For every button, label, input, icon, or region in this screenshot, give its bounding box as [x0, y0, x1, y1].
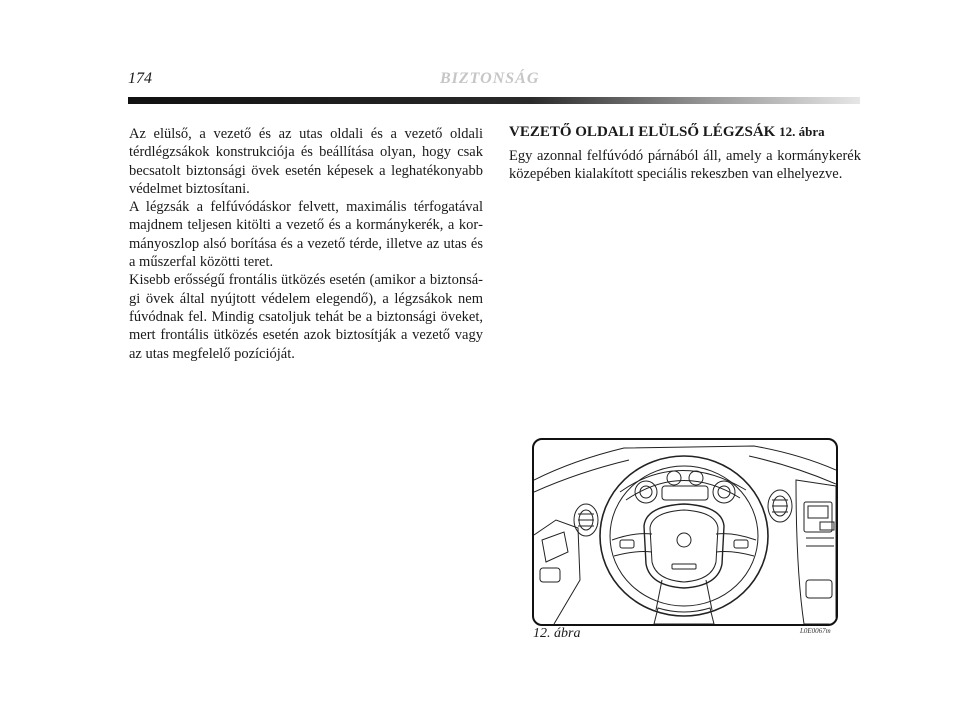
- section-title-text: VEZETŐ OLDALI ELÜLSŐ LÉGZSÁK: [509, 124, 776, 140]
- figure-caption: 12. ábra: [533, 626, 581, 641]
- section-figure-ref: 12. ábra: [779, 124, 825, 139]
- right-column: [509, 123, 861, 184]
- figure-code: L0E0067m: [800, 627, 831, 635]
- page-number: 174: [128, 70, 152, 87]
- paragraph: Az elülső, a vezető és az utas oldali és a vezető oldali térdlégzsákok konstrukciója és beállítása olyan, hogy csak becsatolt biztonsági övek esetén képesek a leghatékonyabb védelmet biztosítani.: [129, 126, 483, 197]
- header-rule: [128, 97, 860, 104]
- section-body: Egy azonnal felfúvódó párnából áll, amely a kormánykerék közepében kialakított speciális rekeszben van elhelyezve.: [509, 148, 861, 183]
- section-title: [509, 123, 861, 141]
- figure: [532, 438, 838, 626]
- left-column: [129, 125, 483, 363]
- paragraph: A légzsák a felfúvódáskor felvett, maximális térfogatával majdnem teljesen kitölti a vezető és a kormánykerék, a kormányoszlop alsó borítása és a vezető térde, illetve az utas és a műszerfal közötti teret.: [129, 199, 483, 271]
- steering-wheel-airbag-illustration: [534, 440, 836, 624]
- running-head: BIZTONSÁG: [440, 70, 540, 87]
- paragraph: Kisebb erősségű frontális ütközés esetén (amikor a biztonsági övek által nyújtott védelem elegendő), a légzsákok nem fúvódnak fel. Mindig csatoljuk tehát be a biztonsági öveket, mert frontális ütközés esetén azok biztosítják a vezető vagy az utas megfelelő pozícióját.: [129, 272, 483, 362]
